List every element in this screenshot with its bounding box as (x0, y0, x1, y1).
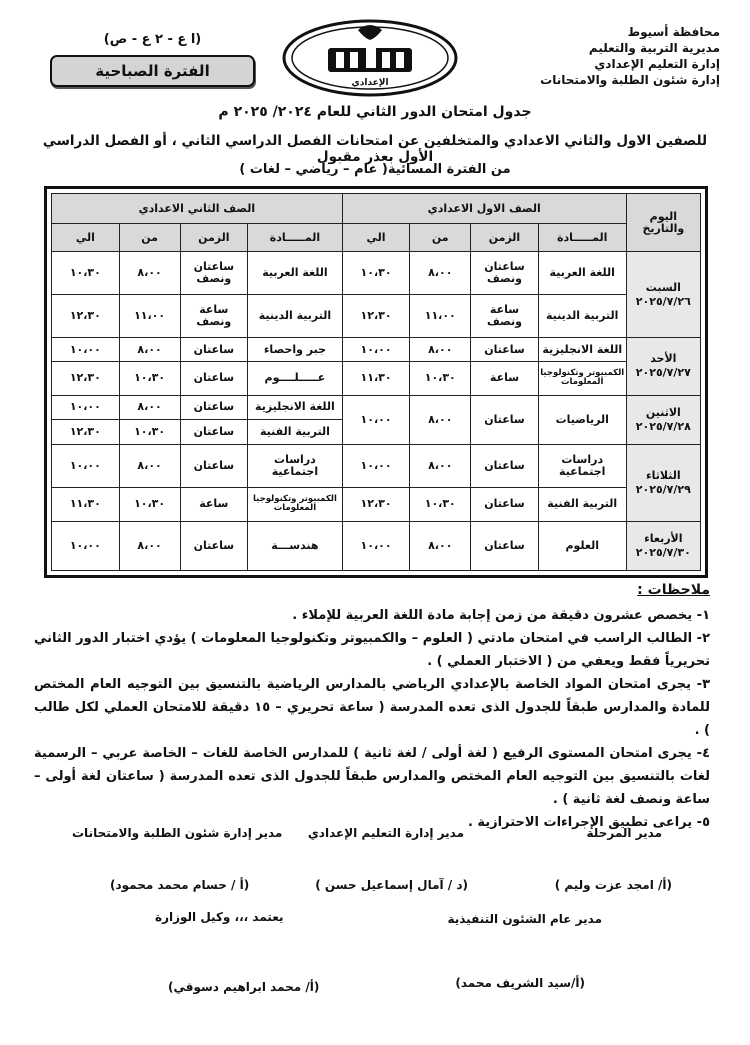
from-cell: ١٠،٣٠ (410, 488, 471, 521)
notes-list (34, 604, 710, 834)
note-item: ١- يخصص عشرون دقيقة من زمن إجابة مادة اللغة العربية للإملاء . (292, 608, 710, 623)
from-cell: ٨،٠٠ (410, 395, 471, 444)
col-from: من (410, 224, 471, 252)
note-item: ٥- يراعى تطبيق الإجراءات الاحترازية . (467, 815, 710, 830)
subject-cell: جبر واحصاء (248, 338, 343, 362)
issuer-line: إدارة التعليم الإعدادي (594, 57, 720, 71)
approve-title: يعتمد ،،، وكيل الوزارة (155, 910, 284, 924)
to-cell: ١١،٣٠ (52, 488, 120, 521)
duration-cell: ساعتان (471, 444, 539, 487)
logo-text: الإعدادي (351, 78, 389, 88)
duration-cell: ساعتان (180, 338, 248, 362)
duration-cell: ساعتان (180, 444, 248, 487)
subject-cell: دراسات اجتماعية (538, 444, 626, 487)
duration-cell: ساعة ونصف (180, 295, 248, 338)
subject-cell: اللغة الانجليزية (248, 395, 343, 420)
col-to: الي (52, 224, 120, 252)
issuer-line: إدارة شئون الطلبة والامتحانات (540, 73, 720, 87)
stage-director-title: مدير المرحلة (586, 826, 662, 840)
duration-cell: ساعتان (471, 488, 539, 521)
from-cell: ٨،٠٠ (119, 521, 180, 570)
subject-cell: اللغة العربية (248, 252, 343, 295)
from-cell: ١١،٠٠ (119, 295, 180, 338)
col-subject: المـــــادة (248, 224, 343, 252)
table-row (52, 362, 701, 395)
from-cell: ١٠،٣٠ (119, 488, 180, 521)
duration-cell: ساعتان (180, 420, 248, 445)
day-date: ٢٠٢٥/٧/٢٩ (635, 482, 691, 496)
subject-cell: الرياضيات (538, 395, 626, 444)
prep-director-name: (د / آمال إسماعيل حسن ) (315, 878, 468, 892)
from-cell: ٨،٠٠ (119, 338, 180, 362)
day-name: الأحد (650, 352, 677, 366)
subject-cell: الكمبيوتر وتكنولوجيا المعلومات (248, 488, 343, 521)
day-date: ٢٠٢٥/٧/٣٠ (635, 545, 691, 559)
to-cell: ١٢،٣٠ (342, 488, 410, 521)
to-cell: ١٠،٠٠ (342, 395, 410, 444)
day-date: ٢٠٢٥/٧/٢٨ (635, 419, 691, 433)
to-cell: ١٢،٣٠ (342, 295, 410, 338)
grade2-header: الصف الثاني الاعدادي (52, 194, 343, 224)
to-cell: ١٢،٣٠ (52, 295, 120, 338)
affairs-director-title: مدير إدارة شئون الطلبة والامتحانات (72, 826, 283, 840)
to-cell: ١٢،٣٠ (52, 362, 120, 395)
subject-cell: التربية الدينية (248, 295, 343, 338)
day-cell (626, 395, 700, 444)
ministry-logo (280, 18, 460, 98)
stage-director-name: (أ/ امجد عزت وليم ) (554, 878, 672, 892)
notes-title: ملاحظات : (637, 582, 710, 598)
issuer-line: مديرية التربية والتعليم (588, 41, 720, 55)
to-cell: ١٠،٣٠ (342, 252, 410, 295)
prep-director-title: مدير إدارة التعليم الإعدادي (307, 826, 464, 840)
note-item: ٤- يجرى امتحان المستوى الرفيع ( لغة أولى / لغة ثانية ) للمدارس الخاصة للغات – الخاصة عربي – الرسمية لغات بالتنسيق بين التوجيه العام المختص والمدارس طبقاً للجدول الذى تعده المدرسة ( ساعتان لغة أولى – ساعة ونصف لغة ثانية ) . (34, 746, 710, 807)
schedule-table-frame (44, 186, 708, 578)
duration-cell: ساعتان (180, 521, 248, 570)
from-cell: ٨،٠٠ (410, 521, 471, 570)
table-row (52, 338, 701, 362)
subject-cell: التربية الفنية (538, 488, 626, 521)
affairs-director-name: (أ / حسام محمد محمود) (110, 878, 250, 892)
from-cell: ٨،٠٠ (119, 252, 180, 295)
subject-cell: العلوم (538, 521, 626, 570)
schedule-table (51, 193, 701, 571)
document-subtitle-2: من الفترة المسائية( عام – رياضي – لغات ) (239, 162, 511, 177)
from-cell: ١٠،٣٠ (119, 362, 180, 395)
table-row (52, 521, 701, 570)
col-subject: المـــــادة (538, 224, 626, 252)
day-date-header: اليوم والتاريخ (626, 194, 700, 252)
to-cell: ١٢،٣٠ (52, 420, 120, 445)
from-cell: ٨،٠٠ (410, 338, 471, 362)
subject-cell: اللغة العربية (538, 252, 626, 295)
day-cell (626, 252, 700, 338)
to-cell: ١٠،٠٠ (52, 444, 120, 487)
table-row (52, 295, 701, 338)
duration-cell: ساعة ونصف (471, 295, 539, 338)
to-cell: ١٠،٠٠ (342, 444, 410, 487)
col-duration: الزمن (471, 224, 539, 252)
from-cell: ١٠،٣٠ (410, 362, 471, 395)
to-cell: ١٠،٠٠ (342, 338, 410, 362)
from-cell: ٨،٠٠ (119, 395, 180, 420)
document-subtitle: للصفين الاول والثاني الاعدادي والمتخلفين عن امتحانات الفصل الدراسي الثاني ، أو الفصل الدراسي الأول بعذر مقبول (42, 133, 708, 165)
note-item: ٢- الطالب الراسب في امتحان مادتي ( العلوم – والكمبيوتر وتكنولوجيا المعلومات ) يؤدي اختبار الدور الثاني تحريرياً فقط ويعفي من ( الاختبار العملي ) . (34, 631, 710, 669)
from-cell: ١١،٠٠ (410, 295, 471, 338)
period-badge: الفترة الصباحية (50, 55, 255, 87)
exec-director-name: (أ/سيد الشريف محمد) (455, 976, 585, 990)
period-block (50, 32, 255, 87)
grade1-header: الصف الاول الاعدادي (342, 194, 626, 224)
duration-cell: ساعتان (471, 338, 539, 362)
from-cell: ٨،٠٠ (410, 252, 471, 295)
table-row (52, 252, 701, 295)
table-row (52, 488, 701, 521)
duration-cell: ساعتان (471, 395, 539, 444)
to-cell: ١٠،٣٠ (52, 252, 120, 295)
to-cell: ١٠،٠٠ (342, 521, 410, 570)
day-name: الأربعاء (644, 531, 683, 545)
subject-cell: دراسات اجتماعية (248, 444, 343, 487)
day-name: السبت (645, 280, 681, 294)
day-name: الاثنين (645, 405, 681, 419)
subject-cell: اللغة الانجليزية (538, 338, 626, 362)
day-name: الثلاثاء (646, 468, 681, 482)
day-cell (626, 444, 700, 521)
duration-cell: ساعة (180, 488, 248, 521)
exec-director-title: مدير عام الشئون التنفيذية (447, 912, 602, 926)
duration-cell: ساعة (471, 362, 539, 395)
duration-cell: ساعتان ونصف (180, 252, 248, 295)
col-duration: الزمن (180, 224, 248, 252)
to-cell: ١٠،٠٠ (52, 521, 120, 570)
issuer-line: محافظة أسيوط (627, 25, 720, 39)
from-cell: ١٠،٣٠ (119, 420, 180, 445)
table-row (52, 444, 701, 487)
subject-cell: الكمبيوتر وتكنولوجيا المعلومات (538, 362, 626, 395)
note-item: ٣- يجرى امتحان المواد الخاصة بالإعدادي الرياضي بالمدارس الرياضية بالتنسيق بين التوجيه العام المختص للمادة والمدارس طبقاً للجدول الذى تعده المدرسة ( ساعة تحريري – ١٥ دقيقة للامتحان العملي لكل طالب ) . (34, 677, 710, 738)
subject-cell: عـــــلــــوم (248, 362, 343, 395)
day-date: ٢٠٢٥/٧/٢٧ (635, 366, 691, 380)
table-row (52, 395, 701, 420)
to-cell: ١٠،٠٠ (52, 395, 120, 420)
duration-cell: ساعتان ونصف (471, 252, 539, 295)
duration-cell: ساعتان (180, 362, 248, 395)
from-cell: ٨،٠٠ (119, 444, 180, 487)
from-cell: ٨،٠٠ (410, 444, 471, 487)
document-title: جدول امتحان الدور الثاني للعام ٢٠٢٤/ ٢٠٢٥ م (218, 104, 532, 120)
duration-cell: ساعتان (471, 521, 539, 570)
to-cell: ١٠،٠٠ (52, 338, 120, 362)
col-to: الي (342, 224, 410, 252)
duration-cell: ساعتان (180, 395, 248, 420)
schedule-code: (ا ع - ٢ ع - ص) (103, 32, 202, 47)
day-cell (626, 521, 700, 570)
day-cell (626, 338, 700, 395)
subject-cell: التربية الدينية (538, 295, 626, 338)
col-from: من (119, 224, 180, 252)
day-date: ٢٠٢٥/٧/٢٦ (635, 294, 691, 308)
subject-cell: التربية الفنية (248, 420, 343, 445)
to-cell: ١١،٣٠ (342, 362, 410, 395)
approve-name: (أ/ محمد ابراهيم دسوقي) (168, 980, 320, 994)
subject-cell: هندســـة (248, 521, 343, 570)
issuer-block (510, 24, 720, 88)
